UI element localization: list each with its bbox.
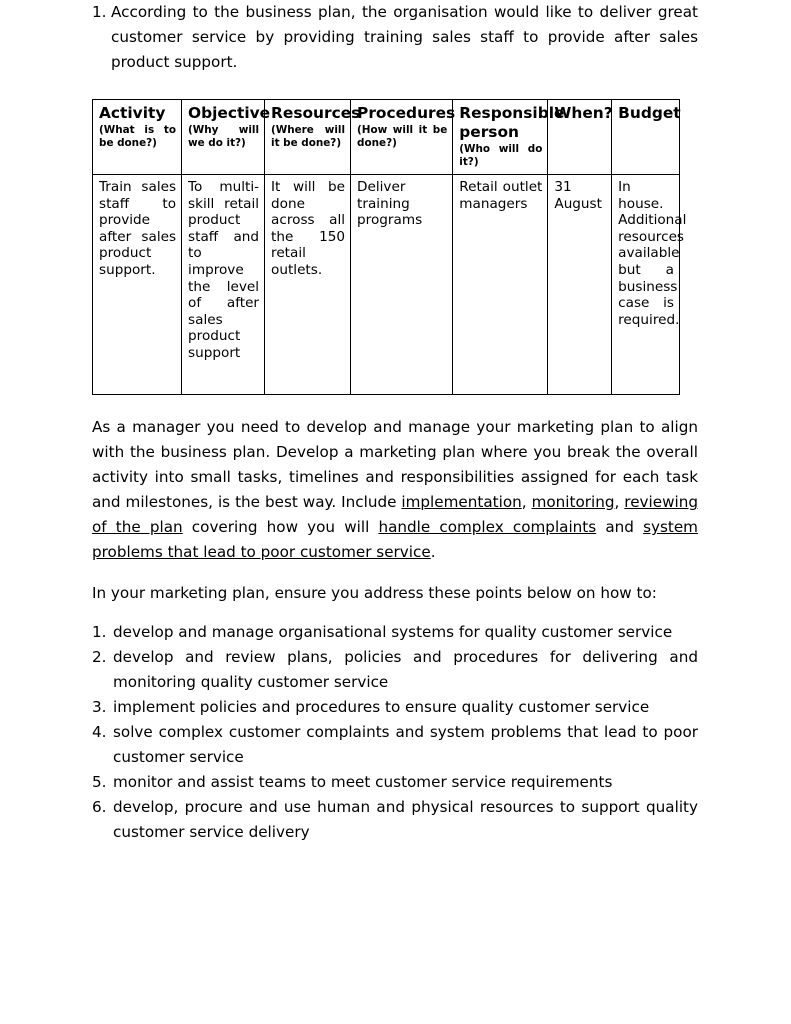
underlined-phrase: monitoring <box>531 493 615 511</box>
header-title: When? <box>554 104 613 122</box>
table-header-activity <box>93 100 182 175</box>
paragraph-text: As a manager you need to develop and manage your marketing plan to align with the business plan. Develop a marketing plan where you break the overall activity into small tasks, timelines and responsibilities assigned for each task and milestones, is the best way. Include <box>92 418 698 511</box>
list-marker: 3. <box>92 698 107 716</box>
paragraph-after-table <box>92 415 698 565</box>
list-item <box>92 795 698 845</box>
list-marker: 1. <box>92 623 107 641</box>
list-item-text: develop and review plans, policies and procedures for delivering and monitoring quality customer service <box>113 648 698 691</box>
table-header-budget <box>612 100 680 175</box>
list-item <box>92 770 698 795</box>
table-header-resources <box>265 100 361 175</box>
table-header-objective <box>182 100 271 175</box>
marketing-plan-table <box>92 99 687 395</box>
table-header <box>93 100 680 175</box>
header-subtitle: (How will it be done?) <box>357 124 448 149</box>
intro-numbered-list <box>92 0 698 75</box>
header-subtitle: (Where will it be done?) <box>271 124 346 149</box>
header-subtitle: (Who will do it?) <box>459 143 543 168</box>
header-title: Procedures <box>357 104 456 122</box>
list-marker: 5. <box>92 773 107 791</box>
paragraph-text: and <box>596 518 644 536</box>
document-content <box>92 0 698 845</box>
underlined-phrase: implementation <box>401 493 522 511</box>
header-subtitle: (Why will we do it?) <box>188 124 260 149</box>
list-item <box>92 620 698 645</box>
table-header-responsible-person <box>453 100 565 175</box>
list-item-text: monitor and assist teams to meet customer service requirements <box>113 773 613 791</box>
cell-objective: To multi-skill retail product staff and to improve the level of after sales product support <box>182 175 265 395</box>
underlined-phrase: handle complex complaints <box>378 518 597 536</box>
table-header-when <box>548 100 612 175</box>
table-header-row <box>93 100 680 175</box>
header-title: Responsible person <box>459 104 565 141</box>
list-item <box>92 645 698 695</box>
cell-responsible-person: Retail outlet managers <box>453 175 548 395</box>
list-item-text: solve complex customer complaints and system problems that lead to poor customer service <box>113 723 698 766</box>
paragraph-text: , <box>614 493 625 511</box>
paragraph-text: covering how you will <box>182 518 379 536</box>
list-item <box>92 695 698 720</box>
header-subtitle: (What is to be done?) <box>99 124 177 149</box>
intro-list-item <box>92 0 698 75</box>
underlined-phrase: reviewing of the plan <box>92 493 699 536</box>
table-body <box>93 175 687 395</box>
cell-budget: In house. Additional resources available but a business case is required. <box>612 175 680 395</box>
list-marker: 1. <box>92 3 107 21</box>
header-title: Resources <box>271 104 361 122</box>
list-marker: 6. <box>92 798 107 816</box>
table-header-procedures <box>351 100 456 175</box>
cell-procedures: Deliver training programs <box>351 175 453 395</box>
table-row <box>93 175 680 395</box>
paragraph-text: , <box>521 493 532 511</box>
header-title: Budget <box>618 104 681 122</box>
requirements-list <box>92 620 698 845</box>
header-title: Activity <box>99 104 166 122</box>
list-item <box>92 720 698 770</box>
list-item-text: develop, procure and use human and physical resources to support quality customer service delivery <box>113 798 698 841</box>
intro-paragraph-text: According to the business plan, the organisation would like to deliver great customer service by providing training sales staff to provide after sales product support. <box>111 3 698 71</box>
paragraph-text: . <box>430 543 436 561</box>
cell-activity: Train sales staff to provide after sales product support. <box>93 175 182 395</box>
lead-in-paragraph: In your marketing plan, ensure you address these points below on how to: <box>92 584 657 602</box>
list-item-text: develop and manage organisational systems for quality customer service <box>113 623 673 641</box>
list-marker: 2. <box>92 648 107 666</box>
list-marker: 4. <box>92 723 107 741</box>
underlined-phrase: system problems that lead to poor customer service <box>92 518 698 561</box>
list-item-text: implement policies and procedures to ensure quality customer service <box>113 698 650 716</box>
cell-when: 31 August <box>548 175 612 395</box>
cell-resources: It will be done across all the 150 retail outlets. <box>265 175 351 395</box>
header-title: Objective <box>188 104 271 122</box>
